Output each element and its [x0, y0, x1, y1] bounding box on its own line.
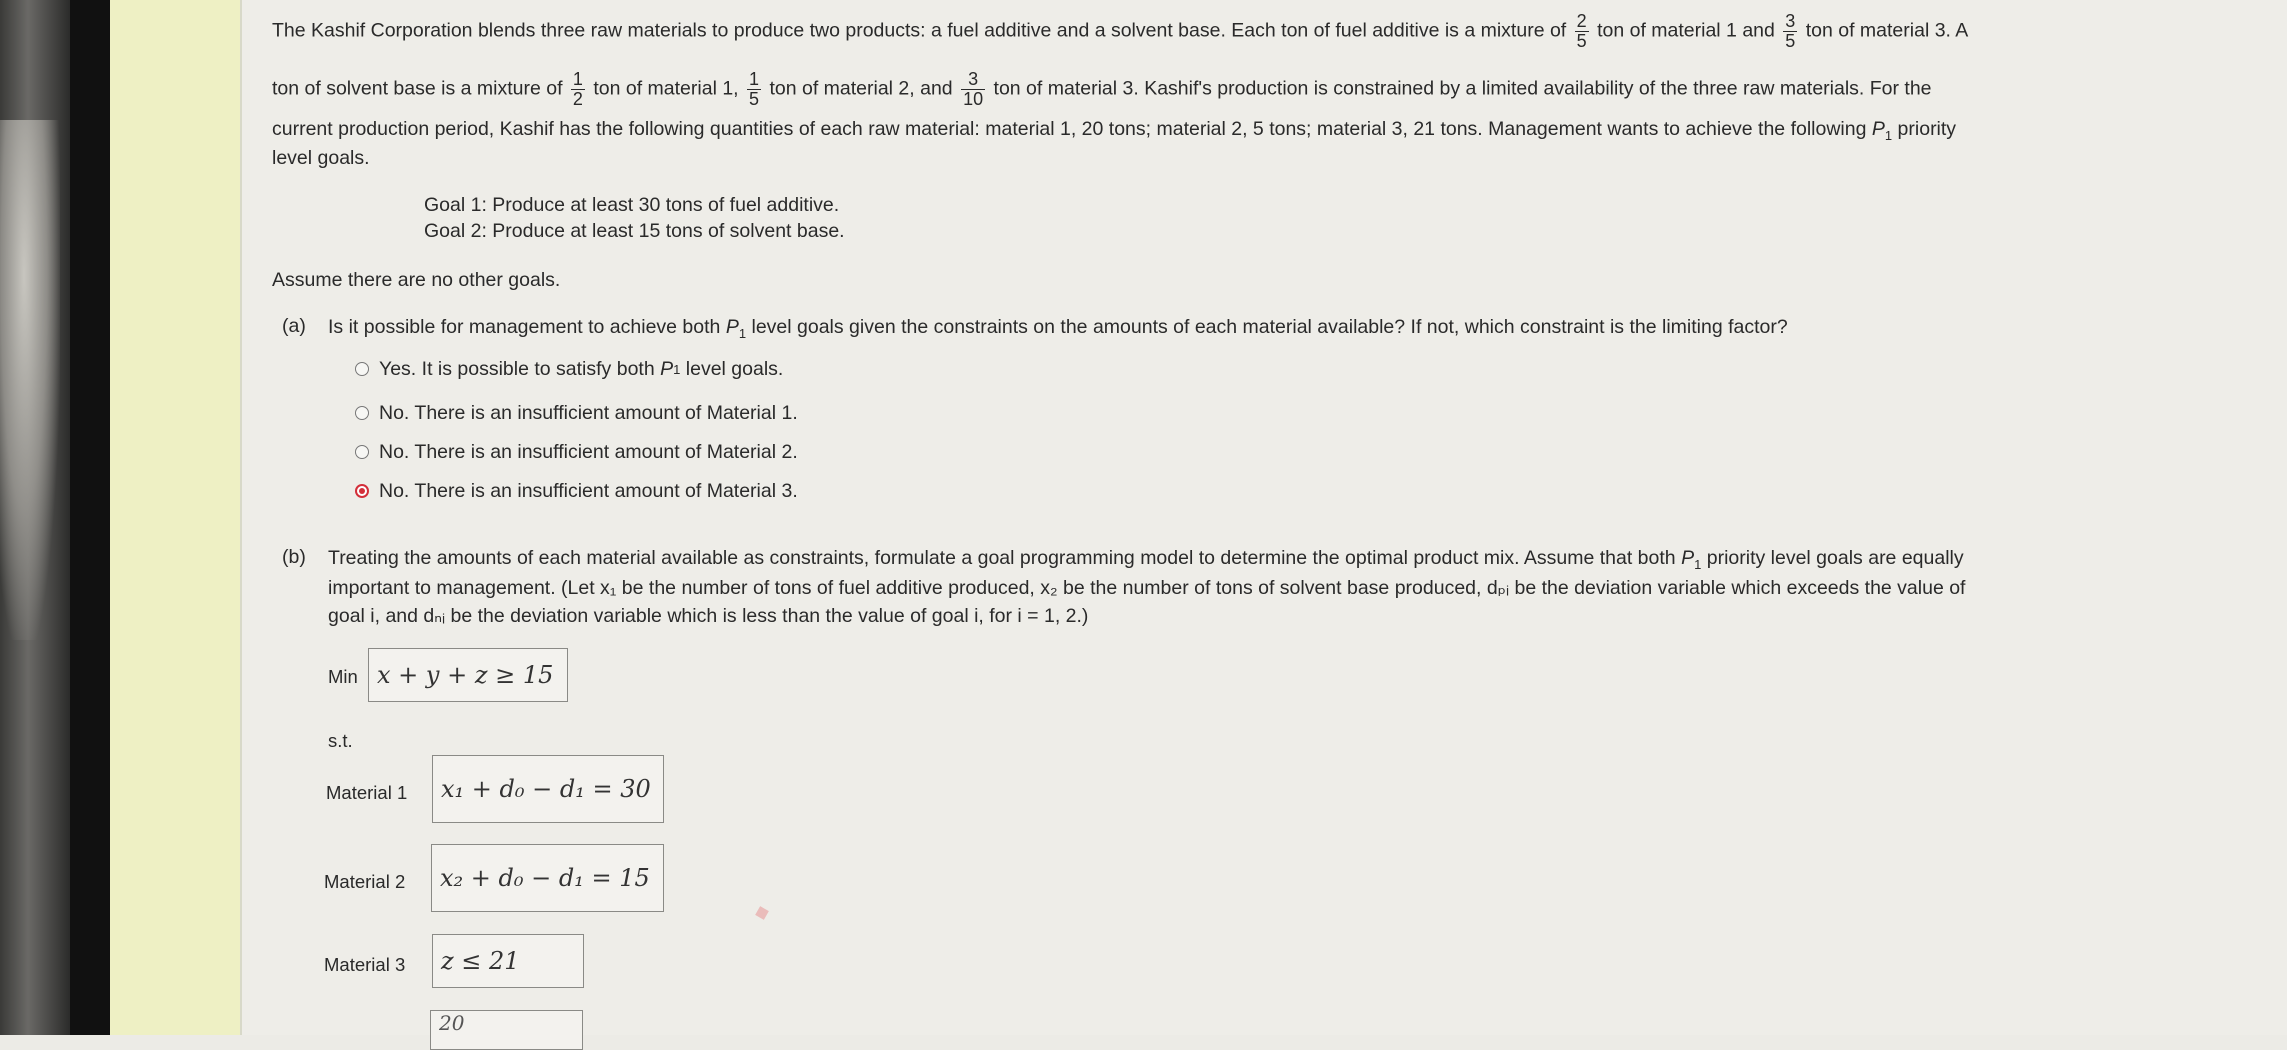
- goal-1: Goal 1: Produce at least 30 tons of fuel additive.: [424, 194, 840, 216]
- option-material-2[interactable]: [355, 439, 798, 465]
- p-subscript: 1: [1694, 556, 1702, 572]
- option-label: No. There is an insufficient amount of Material 2.: [379, 440, 798, 463]
- fraction-3-10: $\frac{3}{10}$: [963, 69, 984, 109]
- question-text: priority level goals are equally: [1706, 547, 1964, 569]
- problem-text: ton of material 1 and: [1597, 19, 1775, 42]
- goal-2: Goal 2: Produce at least 15 tons of solvent base.: [424, 220, 845, 242]
- st-label: s.t.: [328, 730, 353, 751]
- part-b-question-line-3: goal i, and dₙᵢ be the deviation variable which is less than the value of goal i, for i = 1, 2.): [328, 605, 1089, 627]
- problem-line-2: [272, 70, 2232, 109]
- part-b-question-line-2: important to management. (Let x₁ be the number of tons of fuel additive produced, x₂ be the number of tons of solvent base produced, dₚᵢ be the deviation variable which exceeds the value of: [328, 577, 1966, 599]
- background-photo-edge: [0, 0, 70, 1035]
- problem-text: The Kashif Corporation blends three raw materials to produce two products: a fuel additive and a solvent base. Each ton of fuel additive is a mixture of: [272, 19, 1567, 42]
- part-b-label: (b): [282, 546, 306, 568]
- radio-button[interactable]: [355, 362, 369, 376]
- fraction-3-5: $\frac{3}{5}$: [1785, 11, 1796, 51]
- part-a-label: (a): [282, 315, 306, 337]
- p-subscript: 1: [738, 325, 747, 341]
- option-label: No. There is an insufficient amount of Material 1.: [379, 401, 798, 424]
- fraction-1-5: $\frac{1}{5}$: [749, 69, 760, 109]
- material-2-label: Material 2: [324, 871, 406, 892]
- option-label: No. There is an insufficient amount of Material 3.: [379, 479, 798, 502]
- left-sidebar-strip: [110, 0, 242, 1035]
- partial-constraint-input[interactable]: 20: [430, 1010, 583, 1050]
- p-symbol: P: [725, 316, 739, 338]
- radio-button-selected[interactable]: [355, 484, 369, 498]
- material-1-label: Material 1: [326, 782, 408, 803]
- monitor-bezel: [70, 0, 110, 1035]
- p-subscript: 1: [1884, 127, 1893, 143]
- problem-text: ton of material 2, and: [769, 77, 953, 100]
- material-1-constraint-input[interactable]: x₁ + d₀ − d₁ = 30: [432, 755, 664, 823]
- material-3-constraint-input[interactable]: z ≤ 21: [432, 934, 584, 988]
- problem-line-4: level goals.: [272, 147, 370, 169]
- radio-button[interactable]: [355, 406, 369, 420]
- min-label: Min: [328, 666, 358, 687]
- p-symbol: P: [1871, 118, 1885, 140]
- part-a-question: [328, 313, 2228, 348]
- option-label: Yes. It is possible to satisfy both: [379, 357, 655, 380]
- option-material-1[interactable]: [355, 400, 798, 426]
- question-text: Treating the amounts of each material available as constraints, formulate a goal programming model to determine the optimal product mix. Assume that both: [328, 547, 1676, 569]
- problem-text: current production period, Kashif has the following quantities of each raw material: material 1, 20 tons; material 2, 5 tons; material 3, 21 tons. Management wants to achieve the following: [272, 118, 1867, 140]
- fraction-1-2: $\frac{1}{2}$: [572, 69, 583, 109]
- material-3-label: Material 3: [324, 954, 406, 975]
- objective-input[interactable]: x + y + z ≥ 15: [368, 648, 568, 702]
- fraction-2-5: $\frac{2}{5}$: [1576, 11, 1587, 51]
- problem-text: ton of material 3. A: [1805, 19, 1969, 42]
- option-yes[interactable]: [355, 356, 783, 382]
- assume-text: Assume there are no other goals.: [272, 269, 561, 291]
- problem-line-1: [272, 12, 2232, 51]
- p-symbol: P: [1681, 547, 1695, 569]
- question-text: level goals given the constraints on the amounts of each material available? If not, which constraint is the limiting factor?: [751, 316, 1788, 338]
- problem-text: priority: [1897, 118, 1957, 140]
- p-symbol: P: [660, 357, 674, 380]
- question-text: Is it possible for management to achieve both: [328, 316, 721, 338]
- option-material-3[interactable]: [355, 478, 798, 504]
- p-subscript: 1: [673, 361, 681, 377]
- problem-text: ton of material 3. Kashif's production is constrained by a limited availability of the three raw materials. For the: [993, 77, 1932, 100]
- problem-text: ton of material 1,: [593, 77, 739, 100]
- problem-text: ton of solvent base is a mixture of: [272, 77, 563, 100]
- radio-button[interactable]: [355, 445, 369, 459]
- option-label: level goals.: [685, 357, 784, 380]
- material-2-constraint-input[interactable]: x₂ + d₀ − d₁ = 15: [431, 844, 664, 912]
